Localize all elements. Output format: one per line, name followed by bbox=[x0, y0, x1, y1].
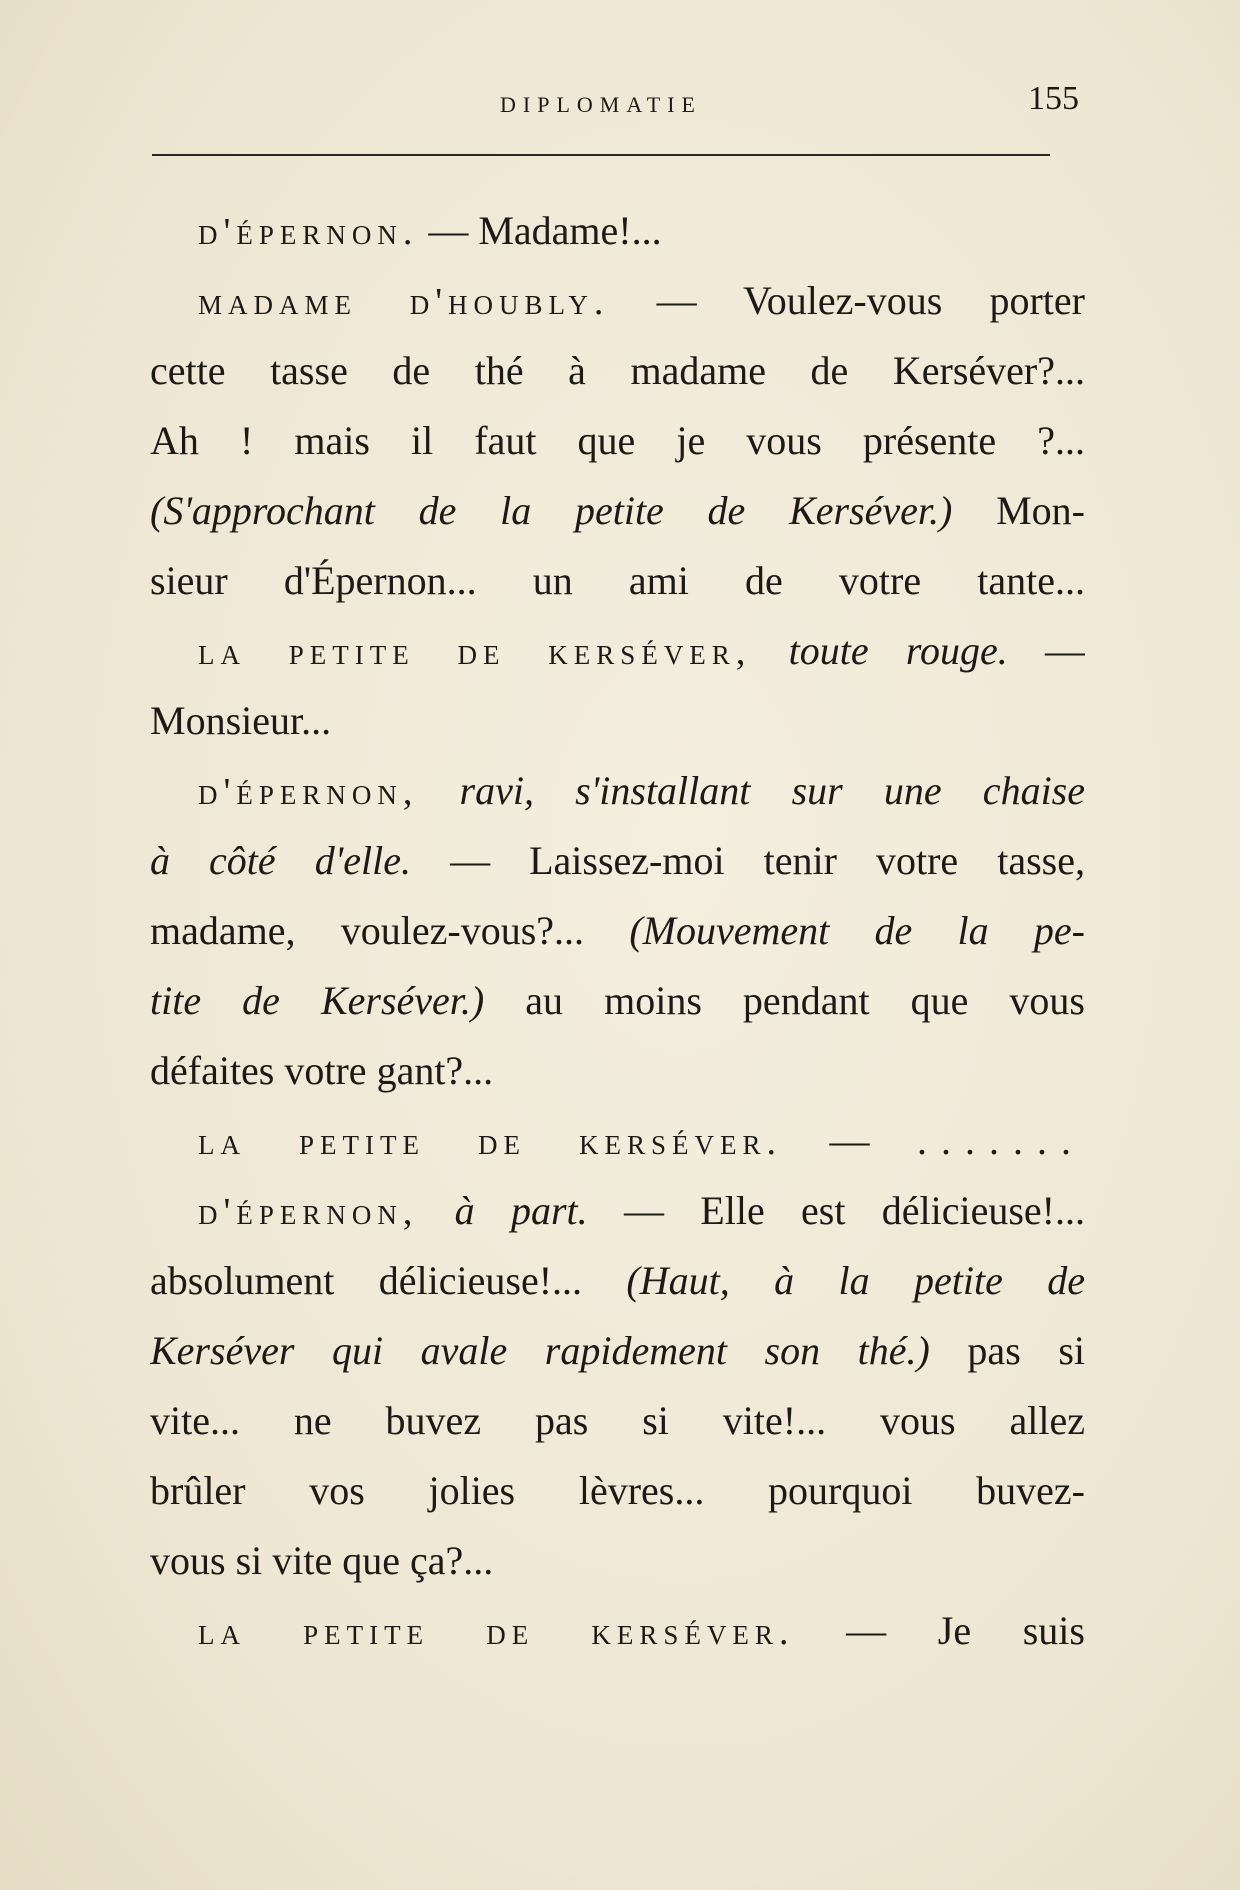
dialogue: au moins pendant que vous bbox=[484, 978, 1085, 1023]
speaker-name: la petite de kerséver. bbox=[198, 1121, 782, 1163]
speaker-name: la petite de kerséver. bbox=[198, 1611, 795, 1653]
stage-direction: à part. bbox=[418, 1188, 588, 1233]
text-line: vous si vite que ça?... bbox=[150, 1538, 494, 1583]
dialogue: pas si bbox=[929, 1328, 1085, 1373]
dialogue: madame, voulez-vous?... bbox=[150, 908, 630, 953]
stage-direction: toute rouge. bbox=[751, 628, 1008, 673]
stage-direction: (Haut, à la petite de bbox=[626, 1258, 1085, 1303]
dialogue: — Madame!... bbox=[418, 208, 662, 253]
stage-direction: (S'approchant de la petite de Kerséver.) bbox=[150, 488, 953, 533]
text-line bbox=[150, 1246, 1085, 1316]
text-line bbox=[150, 196, 1085, 266]
speaker-name: d'épernon. bbox=[198, 211, 419, 253]
dialogue: — bbox=[781, 1118, 917, 1163]
text-line bbox=[150, 1316, 1085, 1386]
body-text bbox=[150, 196, 1085, 1666]
dialogue: Mon- bbox=[952, 488, 1085, 533]
text-line bbox=[150, 756, 1085, 826]
speaker-name: madame d'houbly. bbox=[198, 281, 610, 323]
stage-direction: tite de Kerséver.) bbox=[150, 978, 485, 1023]
dialogue: — Je suis bbox=[794, 1608, 1085, 1653]
running-title: DIPLOMATIE bbox=[500, 92, 702, 117]
stage-direction: Kerséver qui avale rapidement son thé.) bbox=[150, 1328, 930, 1373]
text-line bbox=[150, 1176, 1085, 1246]
text-line bbox=[150, 266, 1085, 336]
text-line: vite... ne buvez pas si vite!... vous allez bbox=[150, 1398, 1085, 1443]
text-line: cette tasse de thé à madame de Kerséver?... bbox=[150, 348, 1085, 393]
text-line bbox=[150, 476, 1085, 546]
speaker-name: la petite de kerséver, bbox=[198, 631, 752, 673]
dialogue: — Elle est délicieuse!... bbox=[587, 1188, 1085, 1233]
text-line bbox=[150, 1106, 1085, 1176]
text-line bbox=[150, 616, 1085, 686]
text-line: sieur d'Épernon... un ami de votre tante... bbox=[150, 558, 1085, 603]
text-line: brûler vos jolies lèvres... pourquoi buvez- bbox=[150, 1468, 1085, 1513]
page-number: 155 bbox=[1028, 80, 1079, 117]
stage-direction: à côté d'elle. bbox=[150, 838, 412, 883]
text-line bbox=[150, 1596, 1085, 1666]
stage-direction: (Mouvement de la pe- bbox=[629, 908, 1085, 953]
dialogue: — Voulez-vous porter bbox=[609, 278, 1085, 323]
text-line bbox=[150, 896, 1085, 966]
text-line: Monsieur... bbox=[150, 698, 332, 743]
dialogue: — bbox=[1007, 628, 1085, 673]
dialogue: — Laissez-moi tenir votre tasse, bbox=[411, 838, 1085, 883]
dialogue: absolument délicieuse!... bbox=[150, 1258, 627, 1303]
stage-direction: ravi, s'installant sur une chaise bbox=[418, 768, 1085, 813]
text-line bbox=[150, 966, 1085, 1036]
header-rule bbox=[152, 154, 1050, 156]
text-line: défaites votre gant?... bbox=[150, 1048, 494, 1093]
text-line bbox=[150, 826, 1085, 896]
speaker-name: d'épernon, bbox=[198, 771, 419, 813]
text-line: Ah ! mais il faut que je vous présente ?... bbox=[150, 418, 1085, 463]
ellipsis-dots: ....... bbox=[917, 1118, 1085, 1163]
speaker-name: d'épernon, bbox=[198, 1191, 419, 1233]
